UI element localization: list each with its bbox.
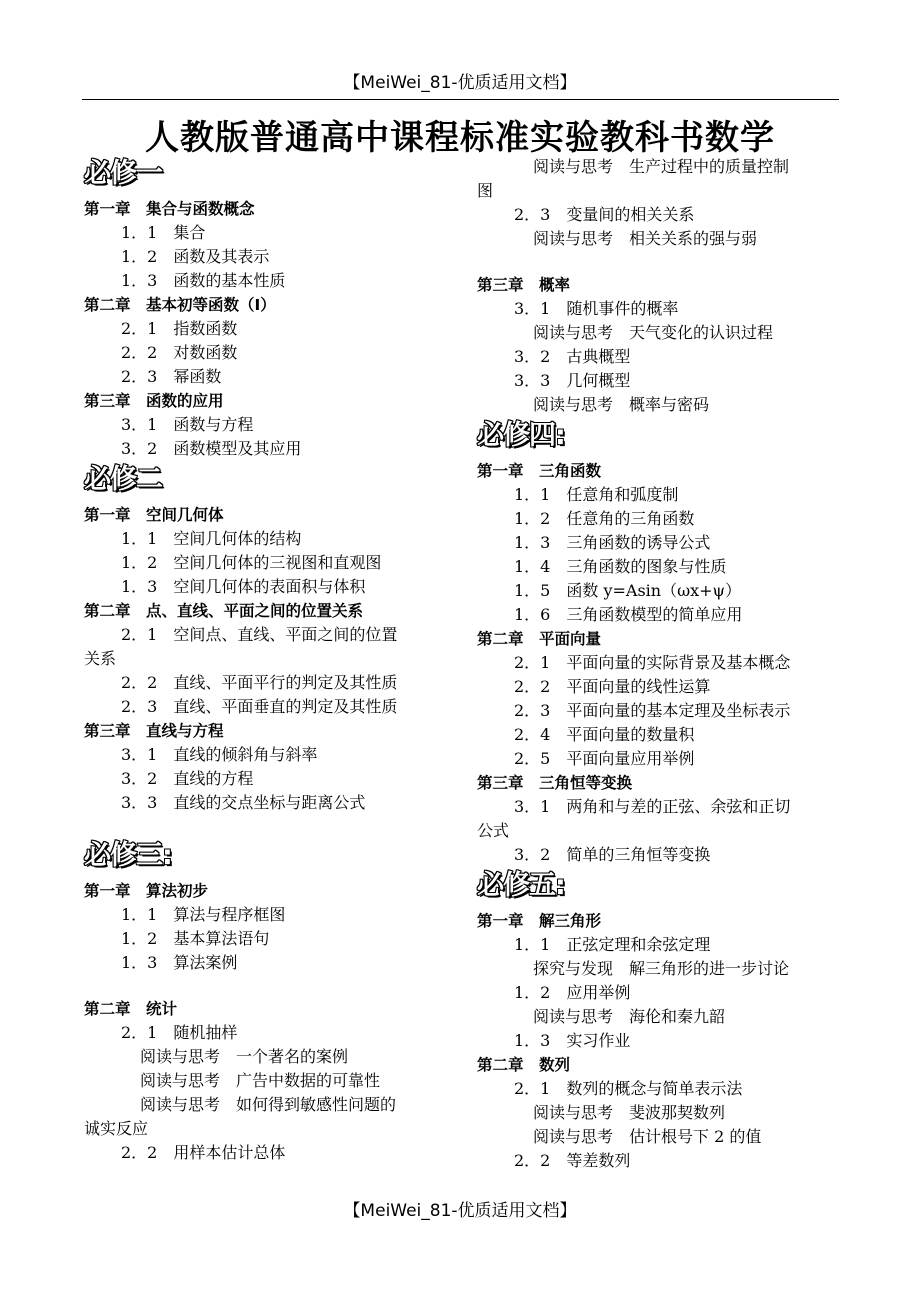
book-label: 必修五: bbox=[477, 870, 565, 901]
book-label: 必修一 bbox=[84, 158, 162, 189]
reading-item: 探究与发现 解三角形的进一步讨论 bbox=[533, 959, 790, 978]
section-item-continued: 关系 bbox=[84, 649, 117, 668]
left-column bbox=[84, 155, 444, 1165]
reading-item: 阅读与思考 估计根号下 2 的值 bbox=[533, 1127, 762, 1146]
book-label: 必修三: bbox=[84, 840, 172, 871]
reading-item: 阅读与思考 斐波那契数列 bbox=[533, 1103, 726, 1122]
section-item: 1．1 空间几何体的结构 bbox=[121, 529, 302, 548]
section-item: 2．3 变量间的相关关系 bbox=[514, 205, 695, 224]
section-item: 2．3 直线、平面垂直的判定及其性质 bbox=[121, 697, 398, 716]
section-item: 1．2 空间几何体的三视图和直观图 bbox=[121, 553, 382, 572]
reading-item: 阅读与思考 生产过程中的质量控制 bbox=[533, 157, 790, 176]
section-item: 1．5 函数 y=Asin（ωx+ψ） bbox=[514, 581, 742, 600]
section-item: 2．1 指数函数 bbox=[121, 319, 238, 338]
reading-item: 阅读与思考 一个著名的案例 bbox=[140, 1047, 349, 1066]
chapter-heading: 第一章 三角函数 bbox=[477, 462, 602, 480]
book-label: 必修四: bbox=[477, 420, 565, 451]
chapter-heading: 第三章 三角恒等变换 bbox=[477, 774, 633, 792]
section-item: 2．1 平面向量的实际背景及基本概念 bbox=[514, 653, 791, 672]
section-item: 2．2 直线、平面平行的判定及其性质 bbox=[121, 673, 398, 692]
section-item: 2．2 平面向量的线性运算 bbox=[514, 677, 711, 696]
chapter-heading: 第二章 数列 bbox=[477, 1056, 571, 1074]
chapter-heading: 第二章 平面向量 bbox=[477, 630, 602, 648]
reading-item-continued: 诚实反应 bbox=[84, 1119, 149, 1138]
document-title: 人教版普通高中课程标准实验教科书数学 bbox=[145, 118, 775, 158]
book-heading-1 bbox=[84, 155, 444, 197]
section-item: 1．4 三角函数的图象与性质 bbox=[514, 557, 727, 576]
chapter-heading: 第一章 集合与函数概念 bbox=[84, 200, 255, 218]
section-item: 2．2 对数函数 bbox=[121, 343, 238, 362]
section-item: 1．3 空间几何体的表面积与体积 bbox=[121, 577, 366, 596]
book-heading-2 bbox=[84, 461, 444, 503]
chapter-heading: 第一章 空间几何体 bbox=[84, 506, 224, 524]
section-item: 3．2 简单的三角恒等变换 bbox=[514, 845, 711, 864]
section-item: 3．1 随机事件的概率 bbox=[514, 299, 679, 318]
reading-item: 阅读与思考 广告中数据的可靠性 bbox=[140, 1071, 381, 1090]
book-heading-3 bbox=[84, 837, 444, 879]
section-item: 2．2 用样本估计总体 bbox=[121, 1143, 286, 1162]
section-item: 1．2 函数及其表示 bbox=[121, 247, 270, 266]
chapter-heading: 第三章 函数的应用 bbox=[84, 392, 224, 410]
section-item: 2．1 空间点、直线、平面之间的位置 bbox=[121, 625, 398, 644]
section-item: 3．2 直线的方程 bbox=[121, 769, 254, 788]
section-item: 1．2 应用举例 bbox=[514, 983, 631, 1002]
book-heading-4 bbox=[477, 417, 837, 459]
right-column bbox=[477, 155, 837, 1173]
section-item: 2．5 平面向量应用举例 bbox=[514, 749, 695, 768]
page-footer: 【MeiWei_81-优质适用文档】 bbox=[343, 1201, 577, 1221]
section-item: 3．1 两角和与差的正弦、余弦和正切 bbox=[514, 797, 791, 816]
reading-item: 阅读与思考 天气变化的认识过程 bbox=[533, 323, 774, 342]
reading-item: 阅读与思考 如何得到敏感性问题的 bbox=[140, 1095, 397, 1114]
spacer bbox=[84, 815, 444, 837]
section-item: 3．2 古典概型 bbox=[514, 347, 631, 366]
chapter-heading: 第二章 统计 bbox=[84, 1000, 178, 1018]
section-item: 3．3 直线的交点坐标与距离公式 bbox=[121, 793, 366, 812]
reading-item: 阅读与思考 概率与密码 bbox=[533, 395, 710, 414]
section-item: 1．1 算法与程序框图 bbox=[121, 905, 286, 924]
section-item: 2．4 平面向量的数量积 bbox=[514, 725, 695, 744]
section-item: 1．6 三角函数模型的简单应用 bbox=[514, 605, 743, 624]
section-item: 1．3 函数的基本性质 bbox=[121, 271, 286, 290]
chapter-heading: 第二章 点、直线、平面之间的位置关系 bbox=[84, 602, 364, 620]
chapter-heading: 第二章 基本初等函数（Ⅰ） bbox=[84, 296, 276, 314]
book-heading-5 bbox=[477, 867, 837, 909]
section-item: 2．2 等差数列 bbox=[514, 1151, 631, 1170]
section-item: 2．3 平面向量的基本定理及坐标表示 bbox=[514, 701, 791, 720]
section-item: 3．2 函数模型及其应用 bbox=[121, 439, 302, 458]
spacer bbox=[84, 975, 444, 997]
reading-item: 阅读与思考 海伦和秦九韶 bbox=[533, 1007, 726, 1026]
section-item: 1．1 正弦定理和余弦定理 bbox=[514, 935, 711, 954]
chapter-heading: 第一章 解三角形 bbox=[477, 912, 602, 930]
reading-item-continued: 图 bbox=[477, 181, 494, 200]
section-item: 3．3 几何概型 bbox=[514, 371, 631, 390]
section-item: 1．3 三角函数的诱导公式 bbox=[514, 533, 711, 552]
reading-item: 阅读与思考 相关关系的强与弱 bbox=[533, 229, 758, 248]
section-item: 1．3 实习作业 bbox=[514, 1031, 631, 1050]
section-item: 3．1 函数与方程 bbox=[121, 415, 254, 434]
chapter-heading: 第三章 直线与方程 bbox=[84, 722, 224, 740]
book-label: 必修二 bbox=[84, 464, 162, 495]
section-item-continued: 公式 bbox=[477, 821, 510, 840]
section-item: 3．1 直线的倾斜角与斜率 bbox=[121, 745, 318, 764]
section-item: 1．2 基本算法语句 bbox=[121, 929, 270, 948]
header-rule bbox=[82, 99, 839, 100]
section-item: 2．1 数列的概念与简单表示法 bbox=[514, 1079, 743, 1098]
section-item: 1．1 集合 bbox=[121, 223, 206, 242]
section-item: 1．1 任意角和弧度制 bbox=[514, 485, 679, 504]
chapter-heading: 第三章 概率 bbox=[477, 276, 571, 294]
section-item: 2．1 随机抽样 bbox=[121, 1023, 238, 1042]
page-header: 【MeiWei_81-优质适用文档】 bbox=[343, 73, 577, 93]
spacer bbox=[477, 251, 837, 273]
section-item: 1．3 算法案例 bbox=[121, 953, 238, 972]
section-item: 2．3 幂函数 bbox=[121, 367, 222, 386]
chapter-heading: 第一章 算法初步 bbox=[84, 882, 209, 900]
section-item: 1．2 任意角的三角函数 bbox=[514, 509, 695, 528]
